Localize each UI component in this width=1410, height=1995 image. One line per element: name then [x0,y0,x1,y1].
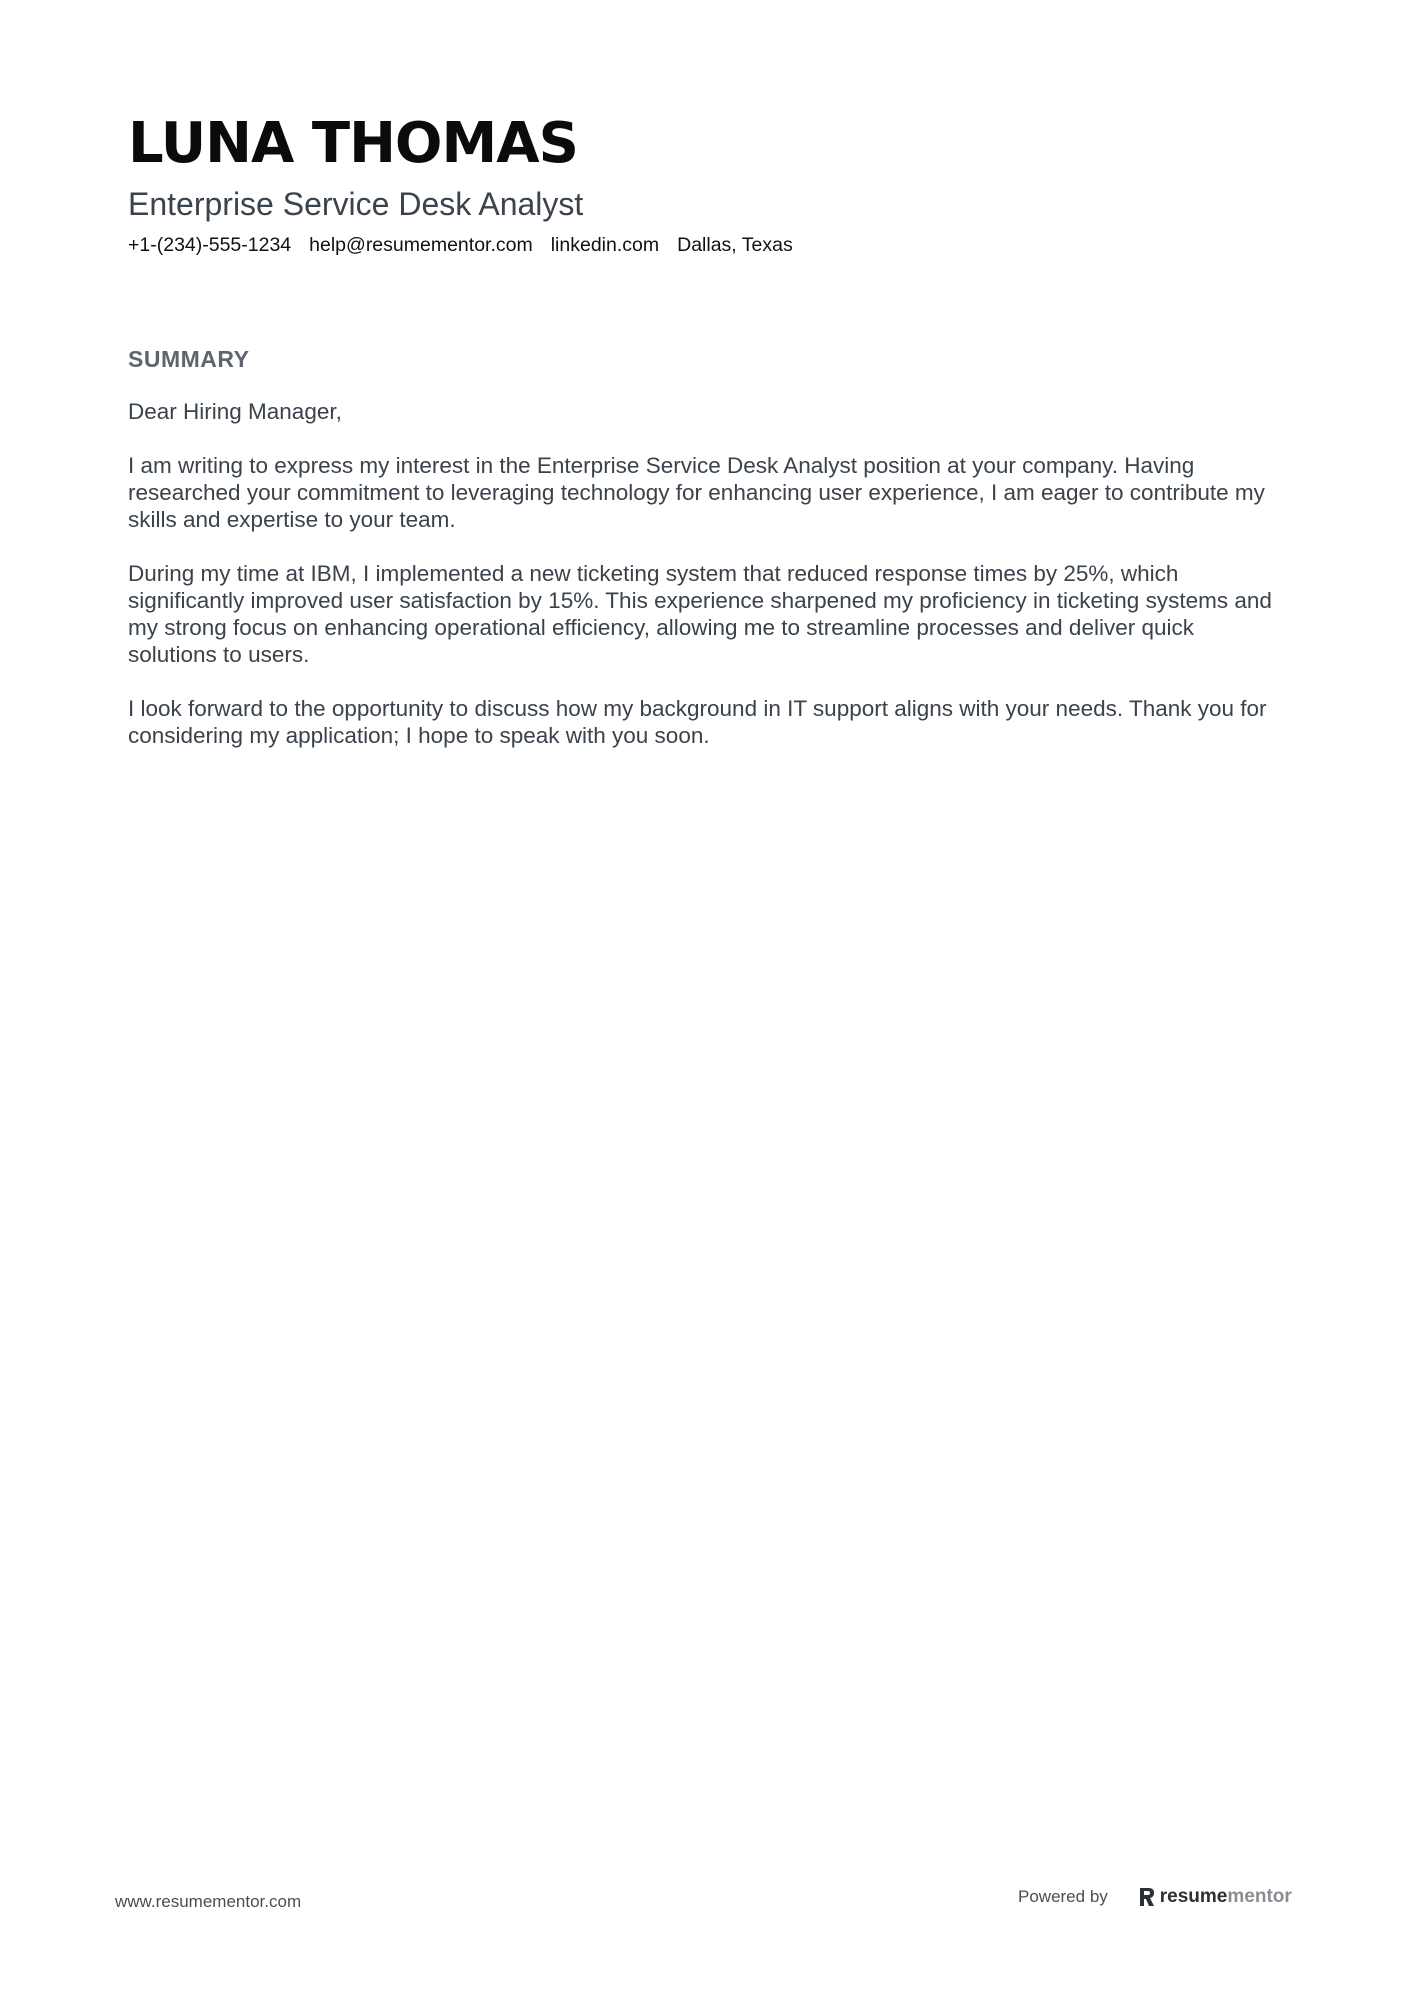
greeting: Dear Hiring Manager, [128,399,342,424]
contact-line [128,234,1288,257]
paragraph: I am writing to express my interest in the Enterprise Service Desk Analyst position at your company. Having researched your commitment to leveraging technology for enhancing user experience, I am eager to contribute my skills and expertise to your team. [128,453,1265,532]
job-title: Enterprise Service Desk Analyst [128,186,584,222]
header [128,108,1288,257]
section-heading: SUMMARY [128,346,250,372]
logo-text-resume: resume [1159,1886,1228,1907]
paragraph: I look forward to the opportunity to discuss how my background in IT support aligns with your needs. Thank you for considering my application; I hope to speak with you soon. [128,696,1267,748]
footer-website[interactable]: www.resumementor.com [115,1892,302,1911]
resumementor-logo[interactable] [1138,1886,1292,1908]
contact-location: Dallas, Texas [677,234,793,256]
logo-text-mentor: mentor [1227,1886,1292,1907]
paragraph: During my time at IBM, I implemented a new ticketing system that reduced response times by 25%, which significantly improved user satisfaction by 15%. This experience sharpened my proficiency in ticketing systems and my strong focus on enhancing operational efficiency, allowing me to streamline processes and deliver quick solutions to users. [128,561,1272,667]
footer-branding [1018,1886,1292,1908]
contact-linkedin[interactable]: linkedin.com [550,234,660,256]
candidate-name: LUNA THOMAS [128,111,578,176]
resumementor-logo-icon [1138,1886,1156,1908]
summary-section [128,344,1288,776]
powered-by-label: Powered by [1018,1887,1108,1906]
contact-email[interactable]: help@resumementor.com [309,234,533,256]
contact-phone: +1-(234)-555-1234 [128,234,292,256]
